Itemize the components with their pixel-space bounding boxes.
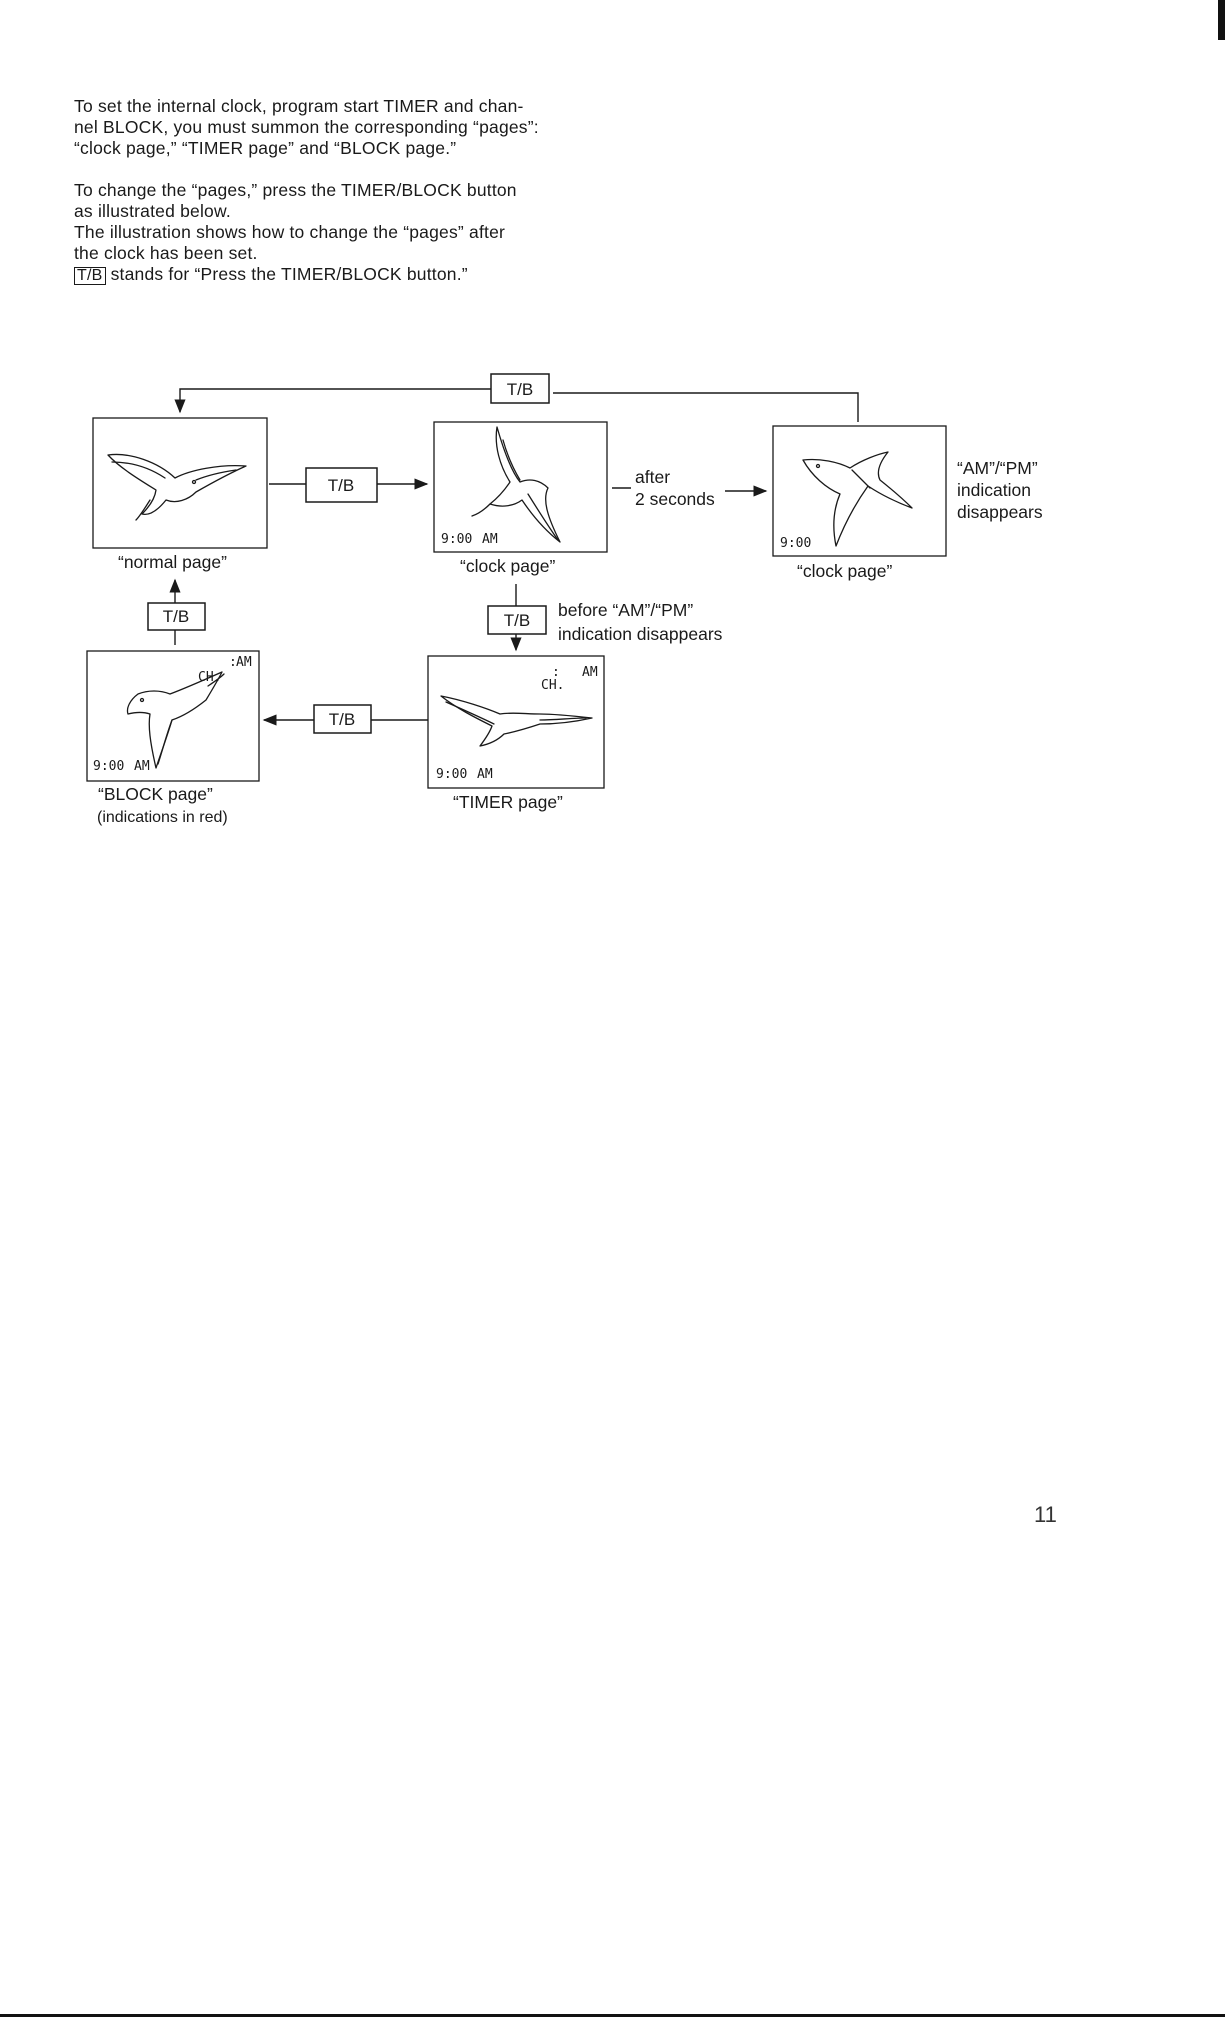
- tb-label: T/B: [162, 607, 190, 626]
- indication-label: indication: [957, 480, 1031, 500]
- caption-timer-page: “TIMER page”: [453, 792, 563, 812]
- lcd-am: AM: [134, 759, 150, 774]
- lcd-channel: CH.: [541, 678, 565, 693]
- lcd-colon: :: [229, 655, 237, 670]
- tb-label: T/B: [328, 710, 356, 729]
- loop-line-left: [180, 389, 491, 412]
- caption-block-note: (indications in red): [97, 809, 228, 826]
- caption-normal-page: “normal page”: [118, 552, 227, 572]
- screen-normal-page: [93, 418, 267, 548]
- lcd-time: 9:00: [441, 532, 473, 547]
- tb-label: T/B: [503, 611, 531, 630]
- page-number: 11: [1034, 1502, 1057, 1527]
- tb-label: T/B: [506, 380, 534, 399]
- lcd-am: AM: [477, 767, 493, 782]
- intro-line-rest: stands for “Press the TIMER/BLOCK button.”: [110, 264, 468, 284]
- lcd-time: 9:00: [93, 759, 125, 774]
- disappears-label: disappears: [957, 502, 1043, 522]
- lcd-colon: :: [552, 665, 560, 680]
- caption-block-page: “BLOCK page”: [98, 784, 213, 804]
- caption-clock-page-2: “clock page”: [797, 561, 893, 581]
- before-label: before “AM”/“PM”: [558, 600, 694, 620]
- lcd-channel: CH.: [198, 670, 222, 685]
- seconds-label: 2 seconds: [635, 489, 715, 509]
- tb-label: T/B: [327, 476, 355, 495]
- intro-line: To change the “pages,” press the TIMER/BLOCK button: [74, 180, 517, 200]
- lcd-am: AM: [582, 665, 598, 680]
- after-label: after: [635, 467, 671, 487]
- tb-key-symbol: T/B: [74, 267, 106, 285]
- intro-line: the clock has been set.: [74, 243, 258, 263]
- intro-line: as illustrated below.: [74, 201, 231, 221]
- caption-clock-page: “clock page”: [460, 556, 556, 576]
- intro-line: To set the internal clock, program start TIMER and chan-: [74, 96, 524, 116]
- intro-line: “clock page,” “TIMER page” and “BLOCK page.”: [74, 138, 457, 158]
- intro-line: The illustration shows how to change the “pages” after: [74, 222, 506, 242]
- intro-line: nel BLOCK, you must summon the corresponding “pages”:: [74, 117, 539, 137]
- before-indication-label: indication disappears: [558, 624, 723, 644]
- lcd-time-plain: 9:00: [780, 536, 812, 551]
- lcd-am: AM: [236, 655, 252, 670]
- lcd-am: AM: [482, 532, 498, 547]
- loop-line-right: [553, 393, 858, 422]
- lcd-time: 9:00: [436, 767, 468, 782]
- ampm-label: “AM”/“PM”: [957, 458, 1038, 478]
